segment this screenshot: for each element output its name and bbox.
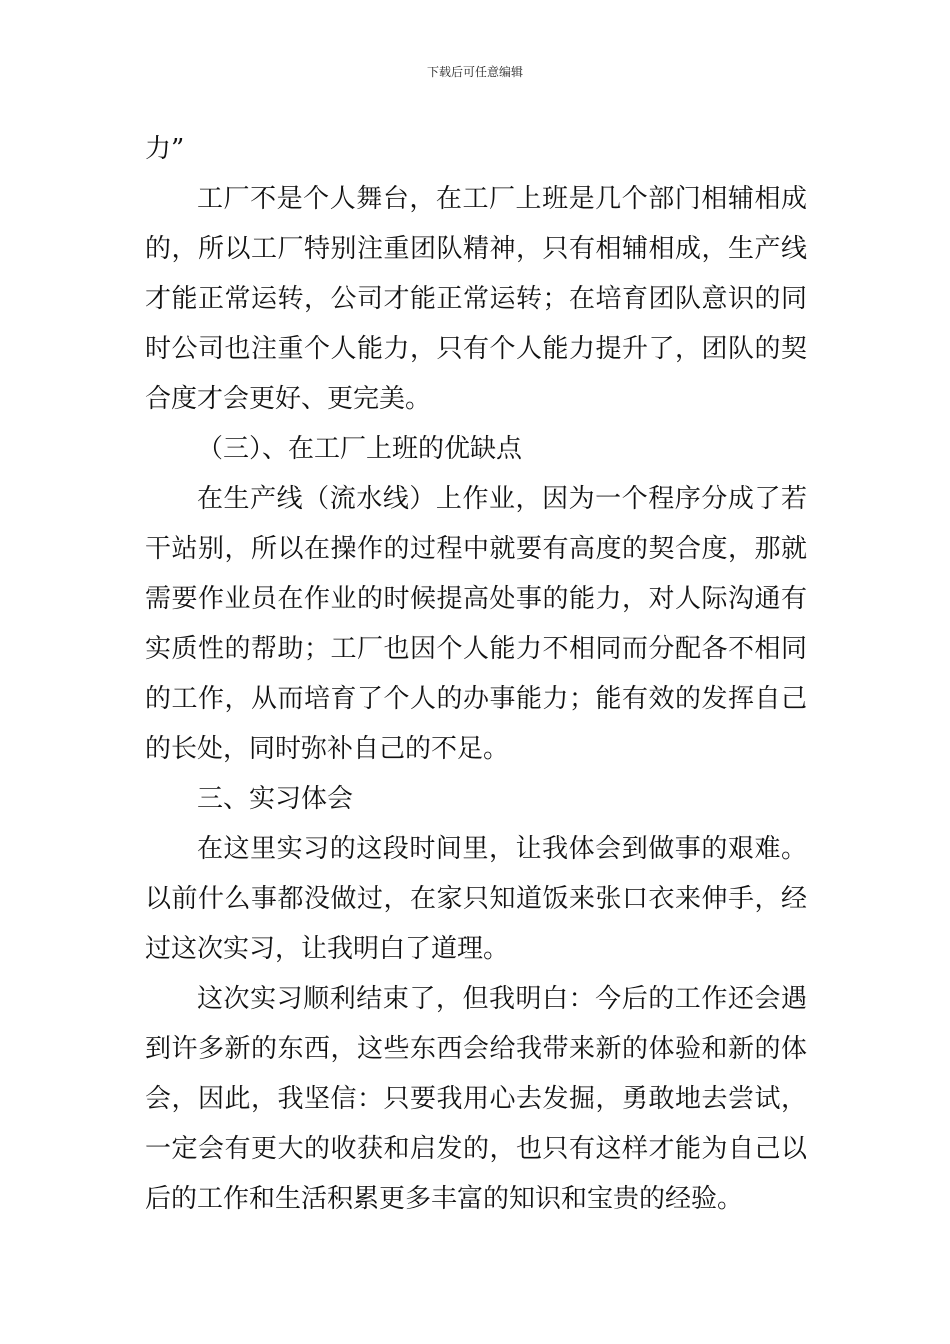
paragraph-line: 这次实习顺利结束了，但我明白：今后的工作还会遇 [197, 984, 807, 1014]
paragraph-line: 的，所以工厂特别注重团队精神，只有相辅相成，生产线 [145, 234, 807, 264]
paragraph-line: 工厂不是个人舞台，在工厂上班是几个部门相辅相成 [197, 184, 807, 214]
paragraph-line: 的长处，同时弥补自己的不足。 [145, 734, 510, 764]
paragraph-line: 以前什么事都没做过，在家只知道饭来张口衣来伸手，经 [145, 884, 807, 914]
paragraph-line: 会，因此，我坚信：只要我用心去发掘，勇敢地去尝试， [145, 1084, 807, 1114]
document-body [145, 124, 807, 1224]
paragraph-line: 才能正常运转，公司才能正常运转；在培育团队意识的同 [145, 284, 807, 314]
paragraph-line: 的工作，从而培育了个人的办事能力；能有效的发挥自己 [145, 684, 807, 714]
paragraph-line: 在生产线（流水线）上作业，因为一个程序分成了若 [197, 484, 807, 514]
paragraph-line: 时公司也注重个人能力，只有个人能力提升了，团队的契 [145, 334, 807, 364]
paragraph-line: 一定会有更大的收获和启发的，也只有这样才能为自己以 [145, 1134, 807, 1164]
paragraph-line: 力” [145, 134, 185, 164]
section-subheading: （三）、在工厂上班的优缺点 [197, 434, 523, 464]
paragraph-line: 到许多新的东西，这些东西会给我带来新的体验和新的体 [145, 1034, 807, 1064]
paragraph-line: 后的工作和生活积累更多丰富的知识和宝贵的经验。 [145, 1184, 744, 1214]
page-header: 下载后可任意编辑 [426, 65, 523, 79]
paragraph-line: 过这次实习，让我明白了道理。 [145, 934, 510, 964]
paragraph-line: 在这里实习的这段时间里，让我体会到做事的艰难。 [197, 834, 807, 864]
paragraph-line: 干站别，所以在操作的过程中就要有高度的契合度，那就 [145, 534, 807, 564]
section-heading: 三、实习体会 [197, 784, 354, 814]
paragraph-line: 需要作业员在作业的时候提高处事的能力，对人际沟通有 [145, 584, 807, 614]
paragraph-line: 实质性的帮助；工厂也因个人能力不相同而分配各不相同 [145, 634, 807, 664]
paragraph-line: 合度才会更好、更完美。 [145, 384, 432, 414]
